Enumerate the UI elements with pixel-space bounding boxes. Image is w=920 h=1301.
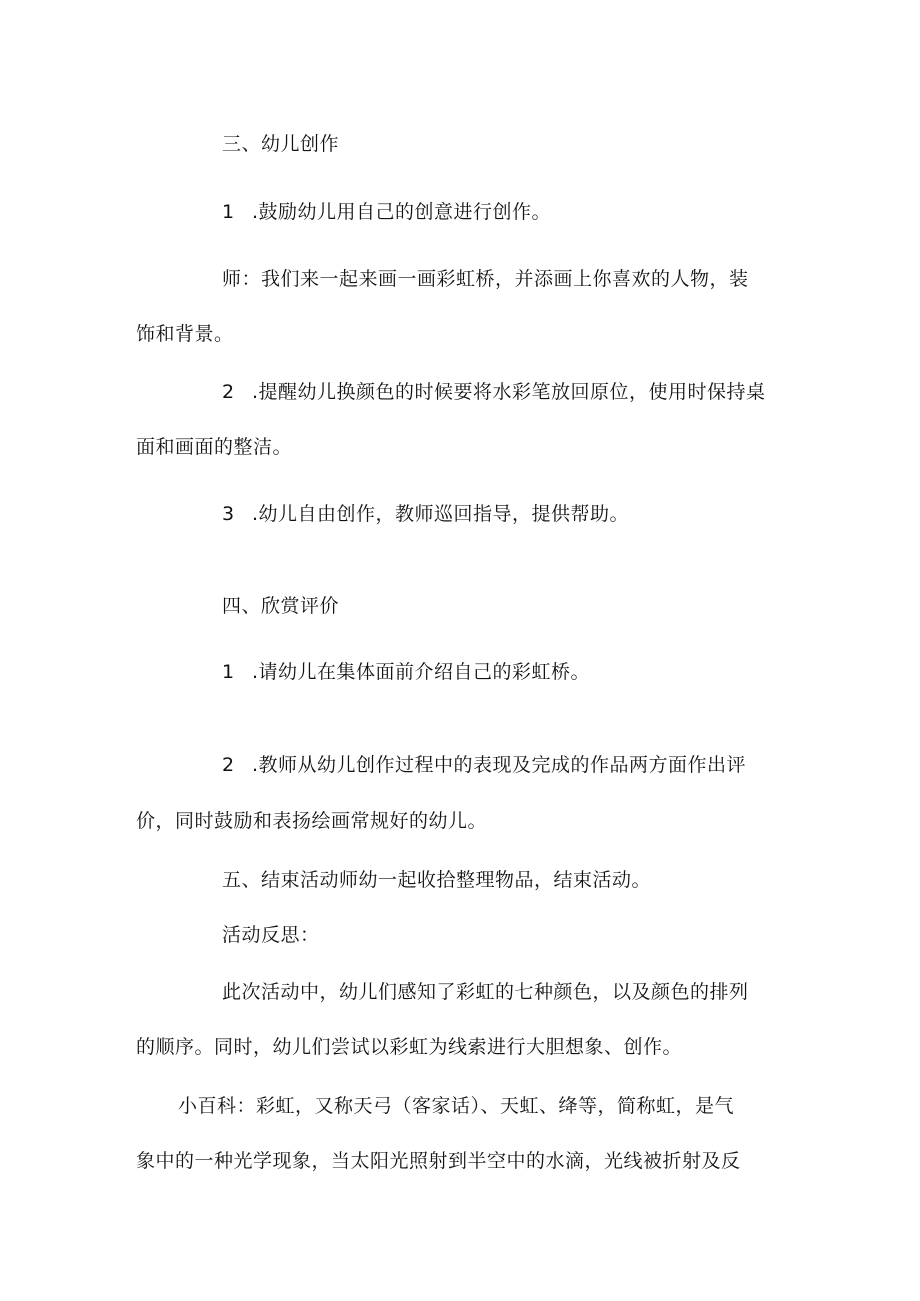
section4-item2-line2: 价，同时鼓励和表扬绘画常规好的幼儿。 bbox=[136, 810, 488, 832]
section4-item1 bbox=[222, 659, 590, 685]
reflection-line-1: 此次活动中，幼儿们感知了彩虹的七种颜色，以及颜色的排列 bbox=[222, 981, 749, 1003]
section3-heading: 三、幼儿创作 bbox=[222, 133, 340, 155]
section5-heading: 五、结束活动师幼一起收拾整理物品，结束活动。 bbox=[222, 869, 652, 891]
item-text: .提醒幼儿换颜色的时候要将水彩笔放回原位，使用时保持桌 bbox=[252, 381, 766, 403]
encyclopedia-line-1: 小百科：彩虹，又称天弓（客家话）、天虹、绛等，简称虹，是气 bbox=[178, 1095, 735, 1117]
reflection-line-2: 的顺序。同时，幼儿们尝试以彩虹为线索进行大胆想象、创作。 bbox=[136, 1036, 683, 1058]
item-number: 1 bbox=[222, 201, 235, 223]
teacher-line-2: 饰和背景。 bbox=[136, 323, 234, 345]
section3-item1 bbox=[222, 199, 551, 225]
encyclopedia-line-2: 象中的一种光学现象，当太阳光照射到半空中的水滴，光线被折射及反 bbox=[136, 1150, 741, 1172]
item-number: 1 bbox=[222, 661, 235, 683]
item-text: .请幼儿在集体面前介绍自己的彩虹桥。 bbox=[252, 661, 591, 683]
item-number: 2 bbox=[222, 754, 235, 776]
item-number: 2 bbox=[222, 381, 235, 403]
item-text: .幼儿自由创作，教师巡回指导，提供帮助。 bbox=[252, 503, 630, 525]
section3-item3 bbox=[222, 501, 629, 527]
reflection-title: 活动反思： bbox=[222, 924, 320, 946]
item-text: .教师从幼儿创作过程中的表现及完成的作品两方面作出评 bbox=[252, 754, 747, 776]
teacher-line-1: 师：我们来一起来画一画彩虹桥，并添画上你喜欢的人物，装 bbox=[222, 268, 749, 290]
section4-item2-line1 bbox=[222, 752, 746, 778]
item-number: 3 bbox=[222, 503, 235, 525]
section4-heading: 四、欣赏评价 bbox=[222, 595, 340, 617]
section3-item2-line1 bbox=[222, 379, 766, 405]
item-text: .鼓励幼儿用自己的创意进行创作。 bbox=[252, 201, 552, 223]
section3-item2-line2: 面和画面的整洁。 bbox=[136, 436, 293, 458]
